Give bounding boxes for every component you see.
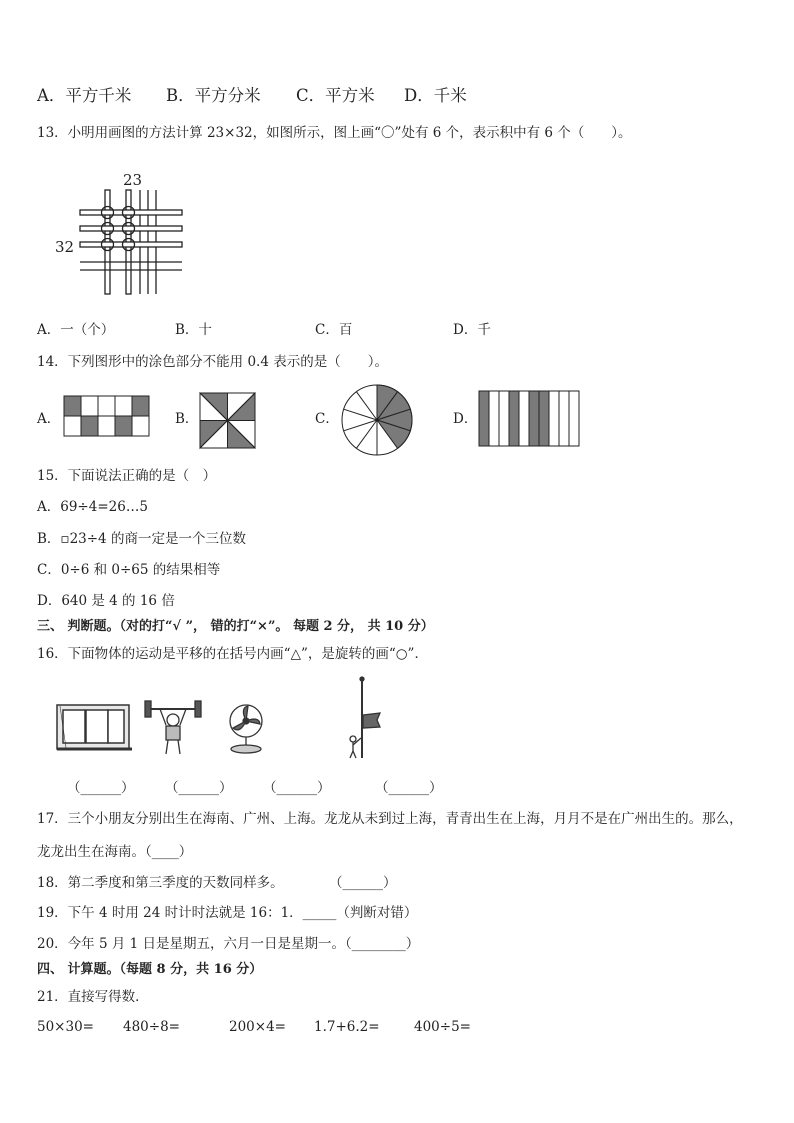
section-4-heading: 四、 计算题。（每题 8 分，共 16 分） [37, 962, 263, 977]
q16-bracket-3[interactable]: （______） [263, 780, 331, 796]
q14-label-d: D． [453, 411, 478, 427]
q13-label-23: 23 [123, 171, 143, 189]
weightlifter-picture [145, 701, 201, 754]
q13-option-a: A．一（个） [37, 322, 115, 338]
q19-text: 19．下午 4 时用 24 时计时法就是 16：1．_____（判断对错） [37, 905, 418, 921]
q21-item-4: 1.7+6.2= [314, 1019, 380, 1035]
q13-stem: 13．小明用画图的方法计算 23×32，如图所示，图上画“〇”处有 6 个，表示积中有 6 个（ ）。 [37, 125, 632, 141]
q15-option-a: A．69÷4=26…5 [37, 499, 148, 515]
q12-option-d: D．千米 [404, 86, 467, 105]
q16-stem: 16．下面物体的运动是平移的在括号内画“△”，是旋转的画“○”． [37, 646, 428, 662]
q15-stem: 15．下面说法正确的是（ ） [37, 468, 217, 484]
q13-option-b: B．十 [175, 322, 212, 338]
q21-item-2: 480÷8= [123, 1019, 180, 1035]
q12-option-b: B．平方分米 [166, 86, 261, 105]
q13-label-32: 32 [55, 238, 75, 256]
q15-option-c: C．0÷6 和 0÷65 的结果相等 [37, 562, 221, 578]
q16-bracket-2[interactable]: （______） [165, 780, 233, 796]
q15-option-d: D．640 是 4 的 16 倍 [37, 593, 175, 609]
window-picture [57, 705, 132, 749]
q21-item-1: 50×30= [37, 1019, 94, 1035]
q18-text: 18．第二季度和第三季度的天数同样多。 [37, 875, 284, 891]
flag-raising-picture [350, 677, 380, 758]
q20-text: 20．今年 5 月 1 日是星期五，六月一日是星期一。（________） [37, 936, 420, 952]
q13-option-d: D．千 [453, 322, 491, 338]
q21-item-5: 400÷5= [414, 1019, 471, 1035]
q12-option-c: C．平方米 [296, 86, 375, 105]
q21-stem: 21．直接写得数． [37, 989, 149, 1005]
q21-item-3: 200×4= [229, 1019, 286, 1035]
q16-bracket-1[interactable]: （______） [67, 780, 135, 796]
fan-picture [230, 705, 262, 753]
q17-line-1: 17．三个小朋友分别出生在海南、广州、上海。龙龙从未到过上海，青青出生在上海，月月不是在广州出生的。那么， [37, 811, 743, 827]
q13-option-c: C．百 [315, 322, 353, 338]
q15-option-b: B．▫23÷4 的商一定是一个三位数 [37, 531, 246, 547]
q17-line-2: 龙龙出生在海南。（____） [37, 844, 193, 860]
section-3-heading: 三、 判断题。（对的打“√ ”， 错的打“×”。 每题 2 分， 共 10 分） [37, 619, 434, 634]
q14-label-b: B． [175, 411, 199, 427]
q14-label-c: C． [315, 411, 339, 427]
q16-bracket-4[interactable]: （______） [375, 780, 443, 796]
q14-label-a: A． [37, 411, 61, 427]
q18-bracket[interactable]: （______） [329, 875, 397, 891]
q14-stem: 14．下列图形中的涂色部分不能用 0.4 表示的是（ ）。 [37, 354, 388, 370]
q12-option-a: A．平方千米 [37, 86, 132, 105]
